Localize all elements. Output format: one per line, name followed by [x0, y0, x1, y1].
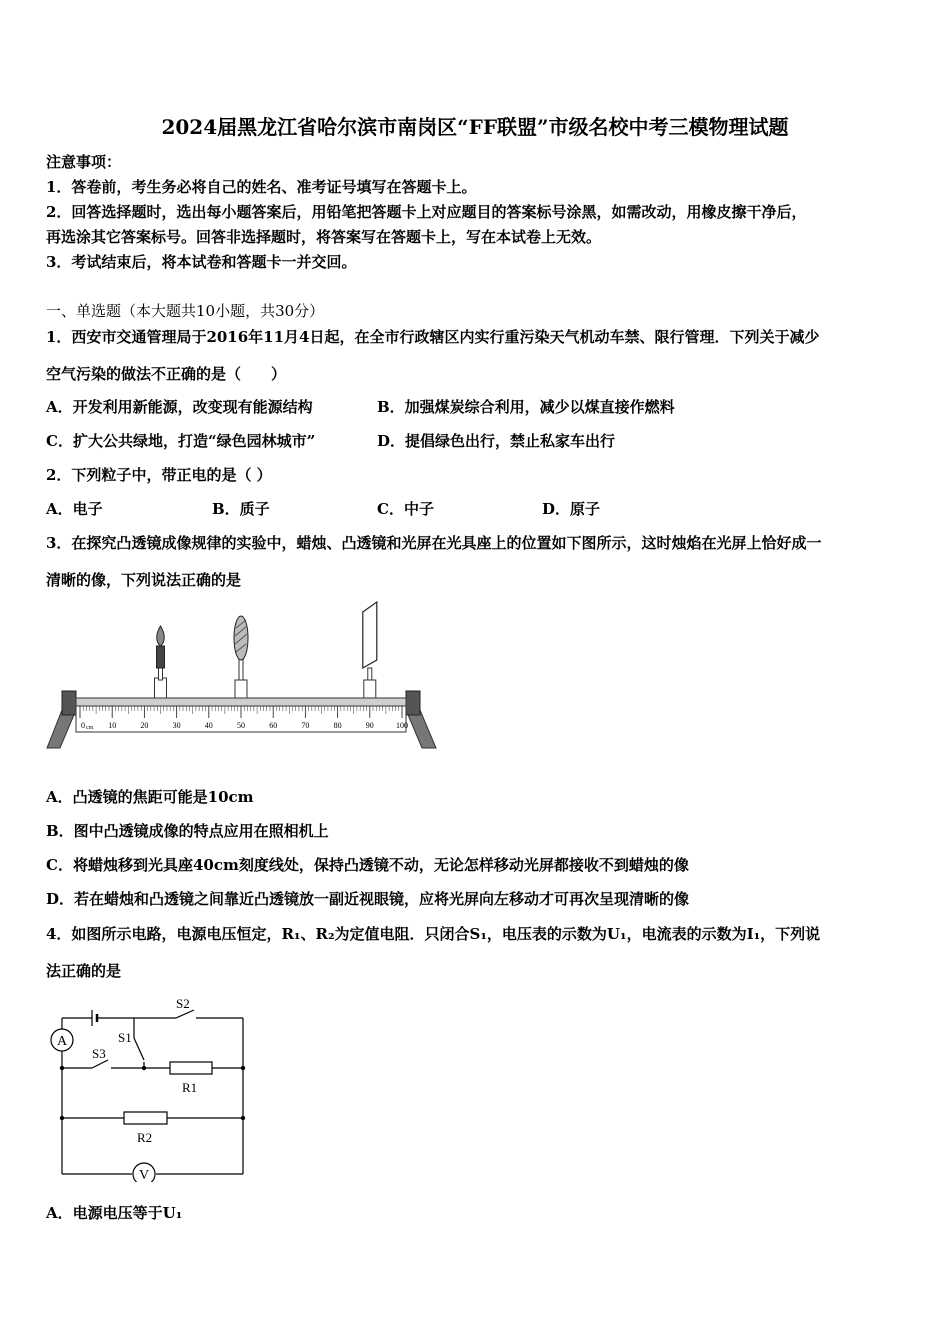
candle [155, 626, 167, 698]
q1-option-a: A．开发利用新能源，改变现有能源结构 [46, 398, 313, 416]
notice-item: 1．答卷前，考生务必将自己的姓名、准考证号填写在答题卡上。 [46, 178, 477, 196]
scale-label: 30 [172, 721, 181, 730]
lens-post [239, 658, 243, 680]
ammeter-label: A [56, 1034, 68, 1049]
switch-s3-label: S3 [92, 1046, 106, 1061]
question-3-stem-cont: 清晰的像，下列说法正确的是 [46, 571, 242, 589]
candle-flame [157, 626, 165, 646]
notice-heading: 注意事项： [46, 153, 122, 171]
question-3-stem: 3．在探究凸透镜成像规律的实验中，蜡烛、凸透镜和光屏在光具座上的位置如下图所示，这时烛焰在光屏上恰好成一 [46, 534, 822, 552]
scale-unit: cm [86, 725, 94, 731]
bench-right-end [406, 691, 420, 715]
resistor-r1 [170, 1062, 212, 1074]
scale-label: 40 [204, 721, 213, 730]
screen-holder [364, 680, 376, 698]
bench-right-leg [406, 710, 436, 748]
q2-option-a: A．电子 [46, 500, 103, 518]
lens-holder [235, 680, 247, 698]
question-1-stem: 1．西安市交通管理局于2016年11月4日起，在全市行政辖区内实行重污染天气机动车禁、限行管理．下列关于减少 [46, 328, 820, 346]
scale-label: 90 [365, 721, 374, 730]
q1-option-b: B．加强煤炭综合利用，减少以煤直接作燃料 [377, 398, 675, 416]
q2-option-c: C．中子 [377, 500, 434, 518]
q3-option-c: C．将蜡烛移到光具座40cm刻度线处，保持凸透镜不动，无论怎样移动光屏都接收不到蜡烛的像 [46, 856, 689, 874]
scale-label: 0 [81, 721, 85, 730]
scale-label: 100 [396, 721, 408, 730]
q3-option-d: D．若在蜡烛和凸透镜之间靠近凸透镜放一副近视眼镜，应将光屏向左移动才可再次呈现清晰的像 [46, 890, 690, 908]
q3-option-b: B．图中凸透镜成像的特点应用在照相机上 [46, 822, 329, 840]
bench-rail [76, 698, 406, 706]
scale-label: 20 [140, 721, 149, 730]
notice-item: 再选涂其它答案标号。回答非选择题时，将答案写在答题卡上，写在本试卷上无效。 [46, 228, 602, 246]
bench-left-end [62, 691, 76, 715]
screen-post [368, 668, 372, 680]
notice-item: 2．回答选择题时，选出每小题答案后，用铅笔把答题卡上对应题目的答案标号涂黑，如需改动，用橡皮擦干净后， [46, 203, 807, 221]
convex-lens [234, 616, 248, 698]
screen-panel [363, 602, 377, 668]
scale-label: 80 [333, 721, 342, 730]
optical-bench-figure [44, 598, 439, 753]
q3-option-a: A．凸透镜的焦距可能是10cm [46, 788, 254, 806]
lens-glass [234, 616, 248, 660]
resistor-r2 [124, 1112, 167, 1124]
scale-label: 10 [108, 721, 117, 730]
question-2-stem: 2．下列粒子中，带正电的是（ ） [46, 466, 272, 484]
switch-s1-label: S1 [118, 1030, 132, 1045]
switch-s2-label: S2 [176, 996, 190, 1011]
bench-left-leg [47, 710, 76, 748]
q1-option-d: D．提倡绿色出行，禁止私家车出行 [377, 432, 616, 450]
candle-body [157, 646, 165, 668]
q1-option-c: C．扩大公共绿地，打造“绿色园林城市” [46, 432, 316, 450]
light-screen [363, 602, 377, 698]
question-4-stem-cont: 法正确的是 [46, 962, 122, 980]
scale-label: 50 [237, 721, 245, 730]
circuit-figure [44, 992, 254, 1182]
resistor-r1-label: R1 [182, 1080, 198, 1095]
page-title: 2024届黑龙江省哈尔滨市南岗区“FF联盟”市级名校中考三模物理试题 [161, 115, 789, 139]
resistor-r2-label: R2 [137, 1130, 153, 1145]
notice-item: 3．考试结束后，将本试卷和答题卡一并交回。 [46, 253, 357, 271]
question-1-stem-cont: 空气污染的做法不正确的是（ ） [46, 365, 287, 383]
question-4-stem: 4．如图所示电路，电源电压恒定，R₁、R₂为定值电阻．只闭合S₁，电压表的示数为U₁，电流表的示数为I₁，下列说 [46, 925, 821, 943]
candle-post [159, 668, 163, 680]
q4-option-a: A．电源电压等于U₁ [46, 1204, 183, 1222]
voltmeter-label: V [138, 1168, 150, 1182]
q2-option-d: D．原子 [542, 500, 601, 518]
q2-option-b: B．质子 [212, 500, 270, 518]
section-heading: 一、单选题（本大题共10小题，共30分） [46, 302, 325, 320]
scale-label: 70 [301, 721, 310, 730]
scale-label: 60 [269, 721, 278, 730]
candle-holder [155, 678, 167, 698]
